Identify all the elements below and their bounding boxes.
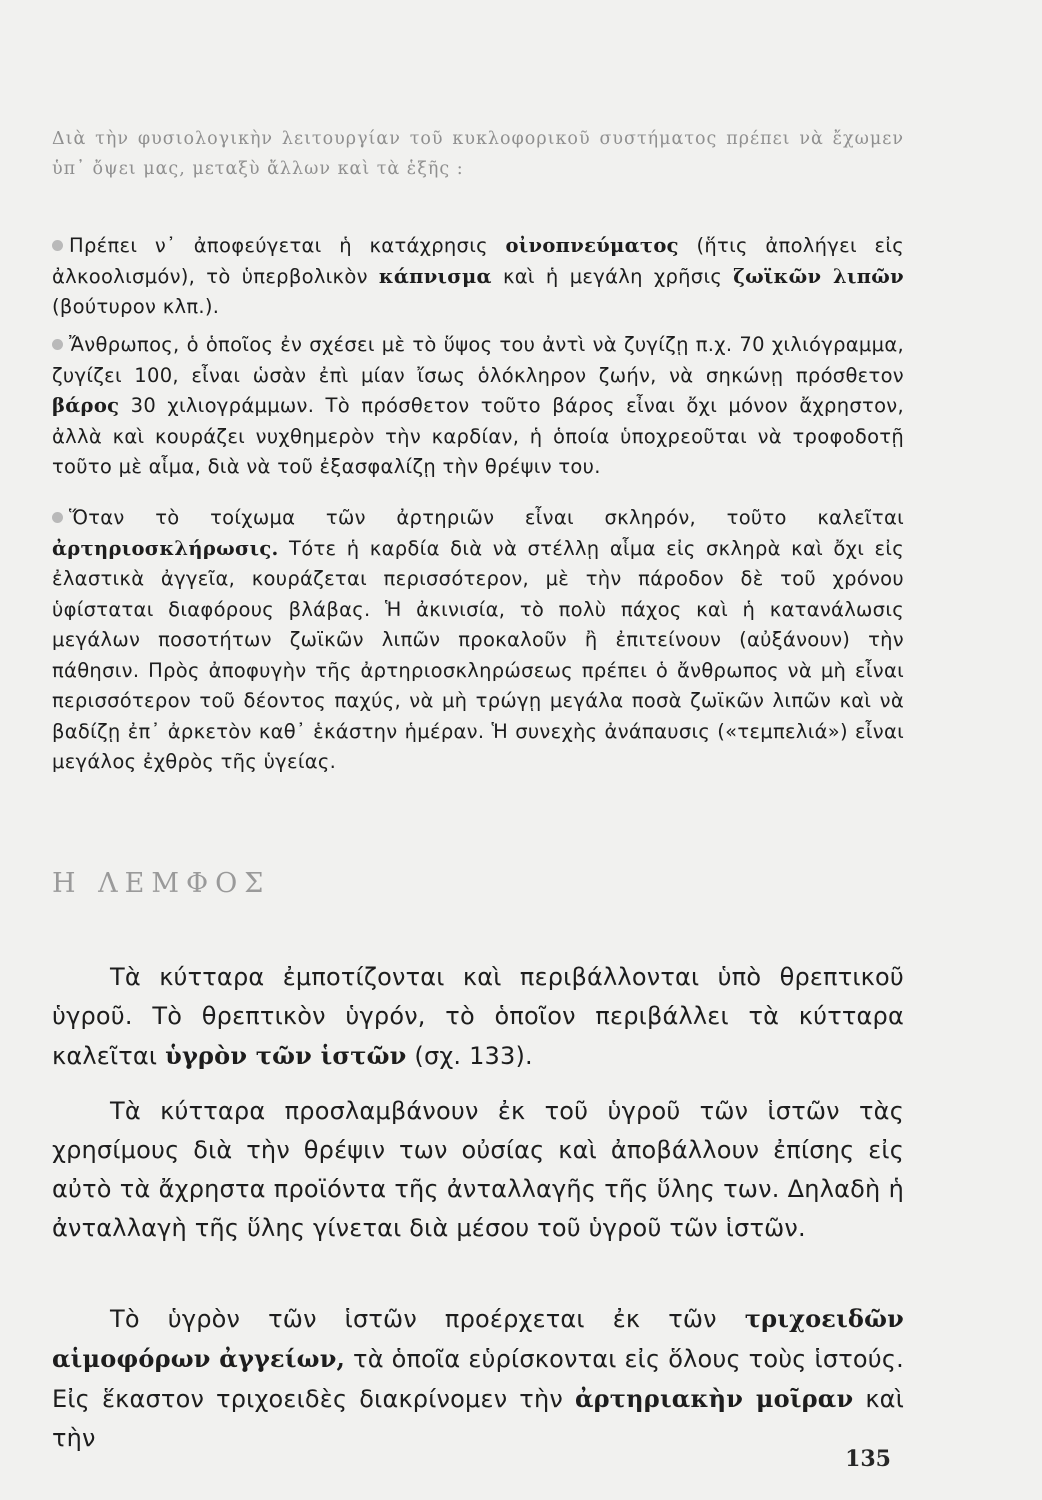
lymph-paragraph-3: Τὸ ὑγρὸν τῶν ἱστῶν προέρχεται ἐκ τῶν τριχοειδῶν αἱμοφόρων ἀγγείων, τὰ ὁποῖα εὑρίσκονται εἰς ὅλους τοὺς ἱστούς. Εἰς ἕκαστον τριχοειδὲς διακρίνομεν τὴν ἀρτηριακὴν μοῖραν καὶ τὴν xyxy=(52,1304,905,1452)
bullet-dot-icon xyxy=(52,512,63,523)
bullet-dot-icon xyxy=(52,339,63,350)
lymph-paragraph-2: Τὰ κύτταρα προσλαμβάνουν ἐκ τοῦ ὑγροῦ τῶν ἱστῶν τὰς χρησίμους διὰ τὴν θρέψιν των οὐσίας καὶ ἀποβάλλουν ἐπίσης εἰς αὐτὸ τὰ ἄχρηστα προϊόντα τῆς ἀνταλλαγῆς τῆς ὕλης των. Δηλαδὴ ἡ ἀνταλλαγὴ τῆς ὕλης γίνεται διὰ μέσου τοῦ ὑγροῦ τῶν ἱστῶν. xyxy=(52,1097,904,1242)
section-heading: Η ΛΕΜΦΟΣ xyxy=(52,868,271,899)
bullet-dot-icon xyxy=(52,240,63,251)
bullet-paragraph-alcohol: Πρέπει ν᾽ ἀποφεύγεται ἡ κατάχρησις οἰνοπνεύματος (ἥτις ἀπολήγει εἰς ἀλκοολισμόν), τὸ ὑπερβολικὸν κάπνισμα καὶ ἡ μεγάλη χρῆσις ζωϊκῶν λιπῶν (βούτυρον κλπ.). xyxy=(52,234,904,318)
lymph-paragraph-1: Τὰ κύτταρα ἐμποτίζονται καὶ περιβάλλονται ὑπὸ θρεπτικοῦ ὑγροῦ. Τὸ θρεπτικὸν ὑγρόν, τὸ ὁποῖον περιβάλλει τὰ κύτταρα καλεῖται ὑγρὸν τῶν ἱστῶν (σχ. 133). xyxy=(52,963,904,1070)
page-number: 135 xyxy=(845,1446,891,1472)
bullet-paragraph-weight: Ἄνθρωπος, ὁ ὁποῖος ἐν σχέσει μὲ τὸ ὕψος του ἀντὶ νὰ ζυγίζῃ π.χ. 70 χιλιόγραμμα, ζυγίζει 100, εἶναι ὡσὰν ἐπὶ μίαν ἴσως ὁλόκληρον ζωήν, νὰ σηκώνῃ πρόσθετον βάρος 30 χιλιογράμμων. Τὸ πρόσθετον τοῦτο βάρος εἶναι ὄχι μόνον ἄχρηστον, ἀλλὰ καὶ κουράζει νυχθημερὸν τὴν καρδίαν, ἡ ὁποία ὑποχρεοῦται νὰ τροφοδοτῇ τοῦτο μὲ αἷμα, διὰ νὰ τοῦ ἐξασφαλίζῃ τὴν θρέψιν του. xyxy=(52,333,904,478)
intro-paragraph: Διὰ τὴν φυσιολογικὴν λειτουργίαν τοῦ κυκλοφορικοῦ συστήματος πρέπει νὰ ἔχωμεν ὑπ᾽ ὄψει μας, μεταξὺ ἄλλων καὶ τὰ ἑξῆς : xyxy=(52,129,904,179)
bullet-paragraph-arteriosclerosis: Ὅταν τὸ τοίχωμα τῶν ἀρτηριῶν εἶναι σκληρόν, τοῦτο καλεῖται ἀρτηριοσκλήρωσις. Τότε ἡ καρδία διὰ νὰ στέλλῃ αἷμα εἰς σκληρὰ καὶ ὄχι εἰς ἐλαστικὰ ἀγγεῖα, κουράζεται περισσότερον, μὲ τὴν πάροδον δὲ τοῦ χρόνου ὑφίσταται διαφόρους βλάβας. Ἡ ἀκινισία, τὸ πολὺ πάχος καὶ ἡ κατανάλωσις μεγάλων ποσοτήτων ζωϊκῶν λιπῶν προκαλοῦν ἢ ἐπιτείνουν (αὐξάνουν) τὴν πάθησιν. Πρὸς ἀποφυγὴν τῆς ἀρτηριοσκληρώσεως πρέπει ὁ ἄνθρωπος νὰ μὴ εἶναι περισσότερον τοῦ δέοντος παχύς, νὰ μὴ τρώγῃ μεγάλα ποσὰ ζωϊκῶν λιπῶν καὶ νὰ βαδίζῃ ἐπ᾽ ἀρκετὸν καθ᾽ ἑκάστην ἡμέραν. Ἡ συνεχὴς ἀνάπαυσις («τεμπελιά») εἶναι μεγάλος ἐχθρὸς τῆς ὑγείας. xyxy=(52,506,904,773)
